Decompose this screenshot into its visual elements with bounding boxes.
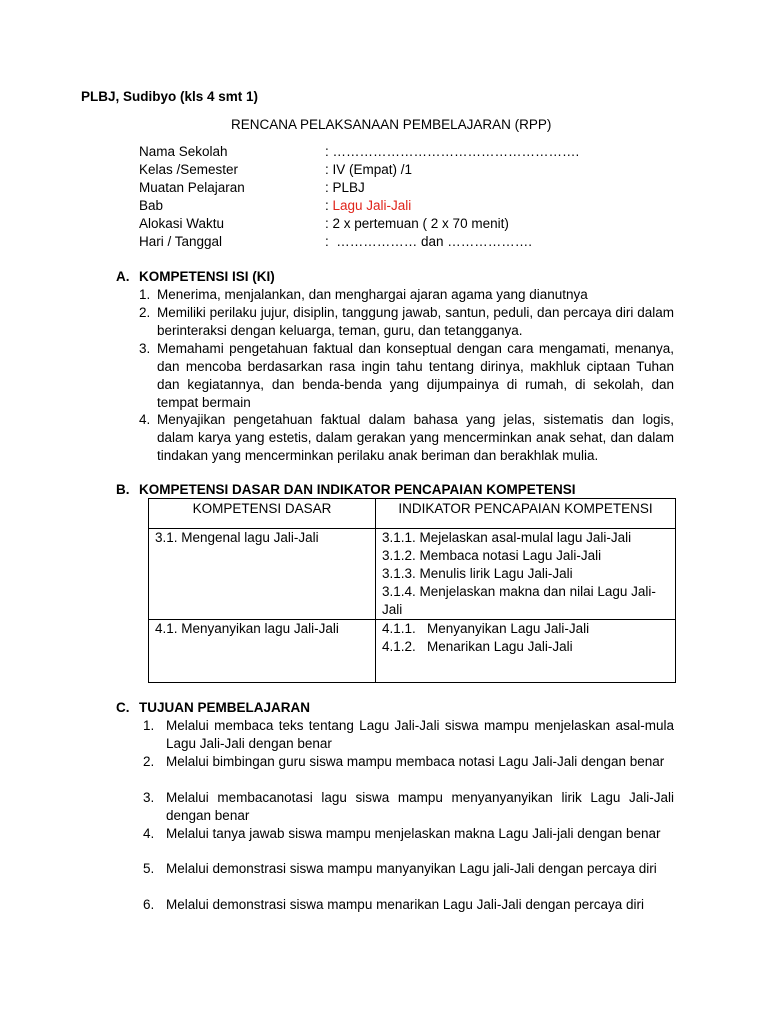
info-label-date: Hari / Tanggal [139, 234, 223, 249]
table-header: INDIKATOR PENCAPAIAN KOMPETENSI [376, 499, 676, 529]
objective-number: 1. [143, 718, 155, 733]
document-header: PLBJ, Sudibyo (kls 4 smt 1) [81, 89, 259, 104]
info-label-school: Nama Sekolah [139, 144, 228, 159]
indicator-item: 3.1.1. Mejelaskan asal-mulal lagu Jali-Jali [382, 530, 632, 545]
indicator-item: 4.1.1. Menyanyikan Lagu Jali-Jali [382, 621, 590, 636]
ki-item-text: Memiliki perilaku jujur, disiplin, tanggung jawab, santun, peduli, dan percaya diri dalam berinteraksi dengan keluarga, teman, guru, dan tetangganya. [157, 305, 674, 338]
section-c-letter: C. [116, 700, 130, 715]
objective-number: 2. [143, 754, 155, 769]
info-label-class: Kelas /Semester [139, 162, 239, 177]
section-b-letter: B. [116, 482, 130, 497]
page-title: RENCANA PELAKSANAAN PEMBELAJARAN (RPP) [231, 117, 552, 132]
info-label-chapter: Bab [139, 198, 164, 213]
objective-number: 5. [143, 861, 155, 876]
section-c-title: TUJUAN PEMBELAJARAN [139, 700, 311, 715]
chapter-prefix: : [325, 198, 333, 213]
table-header-row [149, 499, 676, 529]
section-b-title: KOMPETENSI DASAR DAN INDIKATOR PENCAPAIAN KOMPETENSI [139, 482, 576, 497]
indicator-item: 3.1.3. Menulis lirik Lagu Jali-Jali [382, 566, 573, 581]
info-value-school: : ………………………………………………. [325, 144, 580, 159]
section-a-title: KOMPETENSI ISI (KI) [139, 269, 275, 284]
objective-number: 3. [143, 790, 155, 805]
objective-text: Melalui demonstrasi siswa mampu menarikan Lagu Jali-Jali dengan percaya diri [166, 897, 644, 912]
ki-item-number: 1. [139, 287, 151, 302]
table-header: KOMPETENSI DASAR [149, 499, 376, 529]
indicator-item: 4.1.2. Menarikan Lagu Jali-Jali [382, 639, 573, 654]
objective-number: 6. [143, 897, 155, 912]
table-row [149, 529, 676, 620]
table-cell-indicators [376, 529, 676, 620]
objective-text: Melalui tanya jawab siswa mampu menjelaskan makna Lagu Jali-jali dengan benar [166, 826, 661, 841]
indicator-item: 3.1.4. Menjelaskan makna dan nilai Lagu Jali-Jali [382, 584, 656, 617]
chapter-highlight: Lagu Jali-Jali [332, 198, 412, 213]
objective-text: Melalui demonstrasi siswa mampu manyanyikan Lagu jali-Jali dengan percaya diri [166, 861, 657, 876]
competency-table [148, 498, 676, 683]
table-cell-indicators [376, 620, 676, 683]
ki-item-number: 2. [139, 305, 151, 320]
objective-text: Melalui bimbingan guru siswa mampu membaca notasi Lagu Jali-Jali dengan benar [166, 754, 665, 769]
indicator-item: 3.1.2. Membaca notasi Lagu Jali-Jali [382, 548, 602, 563]
table-cell-kd [149, 529, 376, 620]
ki-item-text: Menyajikan pengetahuan faktual dalam bahasa yang jelas, sistematis dan logis, dalam karya yang estetis, dalam gerakan yang mencerminkan anak sehat, dan dalam tindakan yang mencerminkan perilaku anak beriman dan berakhlak mulia. [157, 412, 674, 463]
info-value-chapter [325, 197, 411, 215]
kd-text: 4.1. Menyanyikan lagu Jali-Jali [155, 621, 339, 636]
objective-number: 4. [143, 826, 155, 841]
objective-text: Melalui membacanotasi lagu siswa mampu menyanyanyikan lirik Lagu Jali-Jali dengan benar [166, 790, 674, 823]
table-cell-kd [149, 620, 376, 683]
ki-item-number: 4. [139, 412, 151, 427]
table-row [149, 620, 676, 683]
ki-item-text: Memahami pengetahuan faktual dan konseptual dengan cara mengamati, menanya, dan mencoba berdasarkan rasa ingin tahu tentang dirinya, makhluk ciptaan Tuhan dan kegiatannya, dan benda-benda yang dijumpainya di rumah, di sekolah, dan tempat bermain [157, 341, 674, 410]
ki-item-text: Menerima, menjalankan, dan menghargai ajaran agama yang dianutnya [157, 287, 588, 302]
info-value-class: : IV (Empat) /1 [325, 162, 413, 177]
info-label-subject: Muatan Pelajaran [139, 180, 245, 195]
info-value-subject: : PLBJ [325, 180, 365, 195]
info-value-time: : 2 x pertemuan ( 2 x 70 menit) [325, 216, 509, 231]
section-a-letter: A. [116, 269, 130, 284]
objective-text: Melalui membaca teks tentang Lagu Jali-Jali siswa mampu menjelaskan asal-mula Lagu Jali-Jali dengan benar [166, 718, 674, 751]
info-label-time: Alokasi Waktu [139, 216, 225, 231]
ki-item-number: 3. [139, 341, 151, 356]
kd-text: 3.1. Mengenal lagu Jali-Jali [155, 530, 319, 545]
info-value-date: : ……………… dan ………………. [325, 234, 533, 249]
